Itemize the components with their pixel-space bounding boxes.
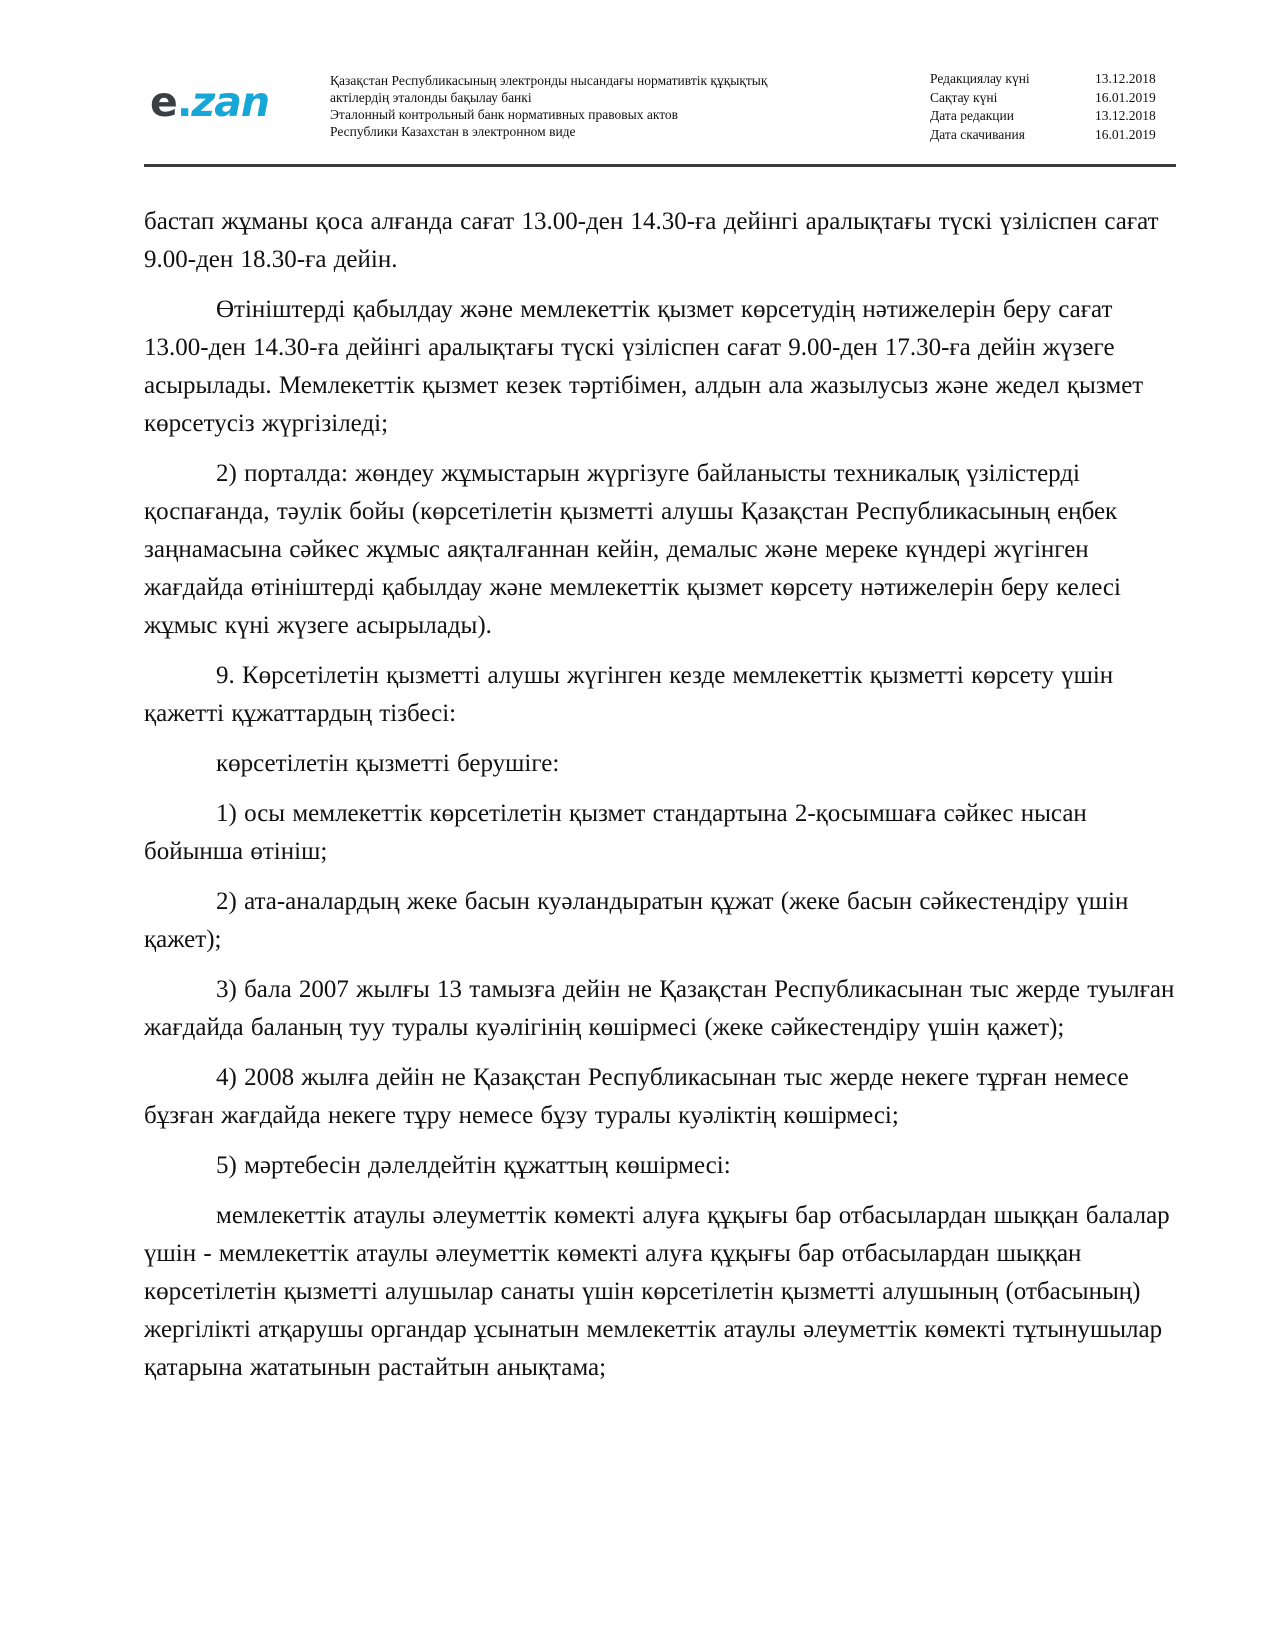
meta-value: 13.12.2018 (1095, 71, 1156, 86)
meta-label: Сақтау күні (930, 89, 998, 105)
meta-value: 16.01.2019 (1095, 89, 1156, 105)
header-title-line-ru-2: Республики Казахстан в электронном виде (330, 124, 576, 139)
header-meta (930, 70, 1175, 144)
body-paragraph: 2) порталда: жөндеу жұмыстарын жүргізуге байланысты техникалық үзілістерді қоспағанда, тәулік бойы (көрсетілетін қызметті алушы Қазақстан Республикасының еңбек заңнамасына сәйкес жұмыс аяқталғаннан кейін, демалыс және мереке күндері жүгінген жағдайда өтініштерді қабылдау және мемлекеттік қызмет көрсету нәтижелерін беру келесі жұмыс күні жүзеге асырылады). (144, 460, 1121, 639)
body-paragraph: бастап жұманы қоса алғанда сағат 13.00-ден 14.30-ға дейінгі аралықтағы түскі үзіліспен сағат 9.00-ден 18.30-ға дейін. (144, 208, 1159, 273)
meta-value: 16.01.2019 (1095, 126, 1156, 142)
meta-value: 13.12.2018 (1095, 108, 1156, 123)
body-paragraph: көрсетілетін қызметті берушіге: (216, 750, 560, 777)
header-title-line-kz-1: Қазақстан Республикасының электронды нысандағы нормативтік құқықтық (330, 73, 768, 88)
document-body (144, 203, 1176, 1387)
body-paragraph: 4) 2008 жылға дейін не Қазақстан Республикасынан тыс жерде некеге тұрған немесе бұзған жағдайда некеге тұру немесе бұзу туралы куәліктің көшірмесі; (144, 1064, 1129, 1129)
body-paragraph: Өтініштерді қабылдау және мемлекеттік қызмет көрсетудің нәтижелерін беру сағат 13.00-ден 14.30-ға дейінгі аралықтағы түскі үзіліспен сағат 9.00-ден 17.30-ға дейін жүзеге асырылады. Мемлекеттік қызмет кезек тәртібімен, алдын ала жазылусыз және жедел қызмет көрсетусіз жүргізіледі; (144, 296, 1144, 437)
meta-row-download-date-ru (930, 126, 1175, 145)
meta-row-edit-date-kz (930, 70, 1175, 89)
meta-label: Дата редакции (930, 108, 1014, 123)
header-divider (144, 164, 1176, 167)
body-paragraph: 9. Көрсетілетін қызметті алушы жүгінген кезде мемлекеттік қызметті көрсету үшін қажетті құжаттардың тізбесі: (144, 662, 1114, 727)
document-header (144, 66, 1176, 162)
body-paragraph: 2) ата-аналардың жеке басын куәландыратын құжат (жеке басын сәйкестендіру үшін қажет); (144, 888, 1129, 953)
ezan-logo[interactable]: e.zan (150, 78, 270, 126)
body-paragraph: 1) осы мемлекеттік көрсетілетін қызмет стандартына 2-қосымшаға сәйкес нысан бойынша өтініш; (144, 800, 1087, 865)
meta-label: Редакциялау күні (930, 71, 1030, 86)
meta-row-save-date-kz (930, 89, 1175, 108)
body-paragraph: мемлекеттік атаулы әлеуметтік көмекті алуға құқығы бар отбасылардан шыққан балалар үшін - мемлекеттік атаулы әлеуметтік көмекті алуға құқығы бар отбасылардан шыққан көрсетілетін қызметті алушылар санаты үшін көрсетілетін қызметті алушының (отбасының) жергілікті атқарушы органдар ұсынатын мемлекеттік атаулы әлеуметтік көмекті тұтынушылар қатарына жататынын растайтын анықтама; (144, 1202, 1170, 1381)
header-title (330, 72, 767, 140)
header-title-line-ru-1: Эталонный контрольный банк нормативных правовых актов (330, 107, 679, 122)
meta-row-edit-date-ru (930, 107, 1175, 126)
header-title-line-kz-2: актілердің эталонды бақылау банкі (330, 90, 532, 105)
meta-label: Дата скачивания (930, 126, 1025, 142)
body-paragraph: 5) мәртебесін дәлелдейтін құжаттың көшірмесі: (216, 1152, 731, 1179)
body-paragraph: 3) бала 2007 жылғы 13 тамызға дейін не Қазақстан Республикасынан тыс жерде туылған жағдайда баланың туу туралы куәлігінің көшірмесі (жеке сәйкестендіру үшін қажет); (144, 976, 1175, 1041)
